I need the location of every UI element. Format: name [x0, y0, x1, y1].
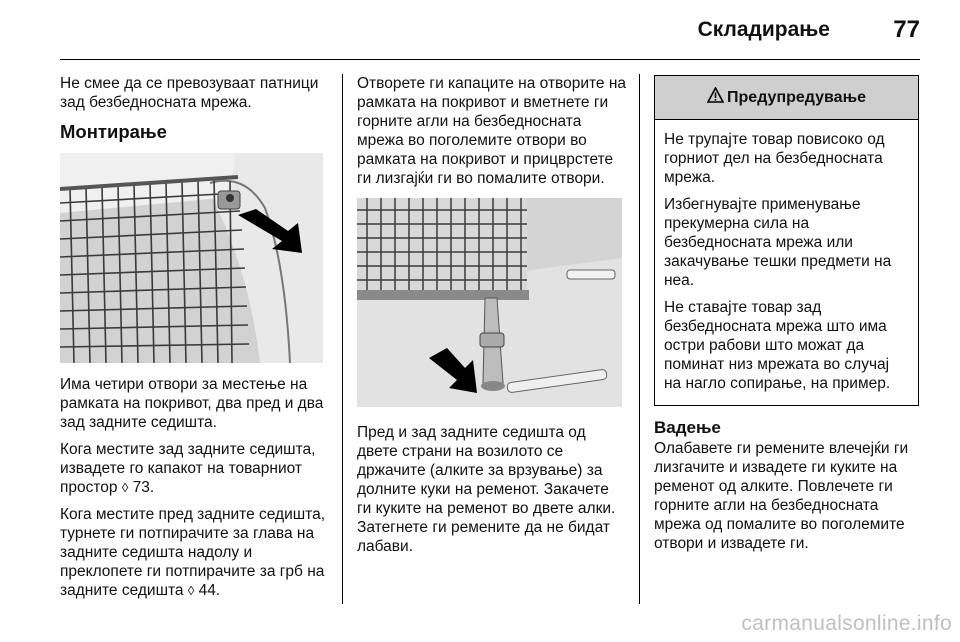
figure-net-roof-mount — [60, 153, 323, 363]
front-seats-paragraph: Кога местите пред задните седишта, турнете ги потпирачите за глава на задните седишта надолу и преклопете ги потпирачите за грб на задните седишта ◊ 44. — [60, 506, 326, 599]
chapter-title: Складирање — [697, 18, 830, 41]
behind-seats-paragraph: Кога местите зад задните седишта, извадете го капакот на товарниот простор ◊ 73. — [60, 441, 316, 496]
warning-body — [655, 120, 918, 405]
open-covers-paragraph: Отворете ги капаците на отворите на рамката на покривот и вметнете ги горните агли на безбедносната мрежа во поголемите отвори во рамката на покривот и прицврстете ги лизгајќи ги во помалите отвори. — [357, 75, 627, 187]
page-header — [0, 0, 960, 60]
warning-title: Предупредување — [727, 89, 866, 106]
holes-paragraph: Има четири отвори за местење на рамката на покривот, два пред и два зад задните седишта. — [60, 376, 324, 431]
page-number: 77 — [893, 16, 920, 43]
removal-paragraph: Олабавете ги ремените влечејќи ги лизгачите и извадете ги куките на ременот од алките. Повлечете ги горните агли на безбедносната мрежа од помалите во поголемите отвори и извадете ги. — [654, 440, 909, 552]
column-divider — [639, 74, 640, 604]
figure-strap-hook — [357, 198, 622, 407]
warning-box — [654, 75, 919, 406]
column-2 — [357, 74, 627, 564]
header-rule — [60, 59, 920, 60]
column-divider — [342, 74, 343, 604]
warning-item: Не ставајте товар зад безбедносната мрежа што има остри рабови што можат да поминат низ мрежата во случај на нагло сопирање, на пример. — [664, 299, 891, 392]
page-reference-icon: ◊ — [187, 583, 195, 598]
strap-holders-paragraph: Пред и зад задните седишта од двете страни на возилото се држачите (алките за врзување) за долните куки на ременот. Закачете ги куките на ременот во двете алки. Затегнете ги ремените да не бидат лабави. — [357, 424, 616, 555]
watermark: carmanualsonline.info — [741, 612, 952, 635]
warning-item: Избегнувајте применување прекумерна сила на безбедносната мрежа или закачување тешки предмети на неа. — [664, 196, 892, 289]
section-heading-removal: Вадење — [654, 418, 721, 437]
warning-header — [655, 76, 918, 120]
section-heading-mounting: Монтирање — [60, 121, 167, 142]
page-reference-icon: ◊ — [121, 480, 129, 495]
column-3 — [654, 74, 920, 561]
warning-item: Не трупајте товар повисоко од горниот дел на безбедносната мрежа. — [664, 131, 885, 186]
intro-paragraph: Не смее да се превозуваат патници зад безбедносната мрежа. — [60, 75, 319, 111]
column-1 — [60, 74, 328, 608]
warning-triangle-icon — [707, 87, 724, 108]
